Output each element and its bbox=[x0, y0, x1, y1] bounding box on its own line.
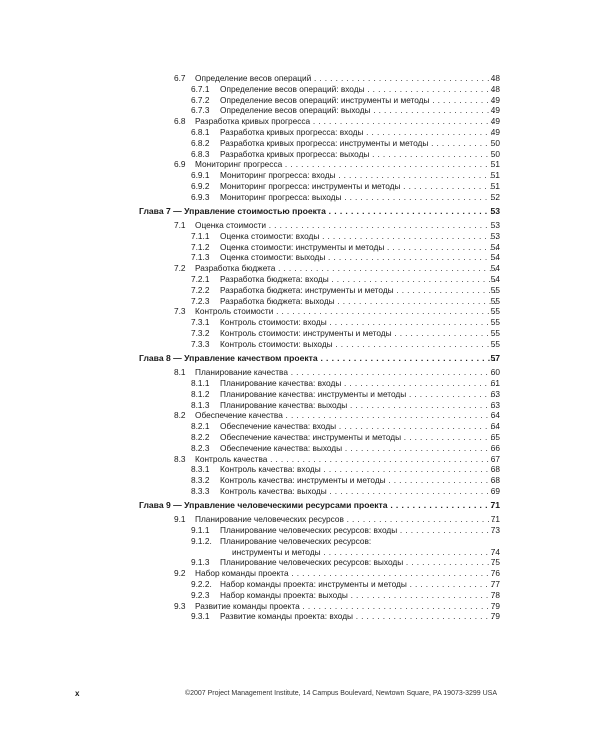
toc-entry-title: Мониторинг прогресса . . . bbox=[195, 159, 497, 170]
toc-entry-title: Разработка кривых прогресса . . . bbox=[195, 116, 497, 127]
toc-entry-number: 9.2.3 bbox=[191, 589, 210, 600]
toc-entry-number: 8.1.1 bbox=[191, 377, 210, 388]
toc-entry-number: 7.2.2 bbox=[191, 284, 210, 295]
toc-entry[interactable] bbox=[0, 339, 600, 350]
toc-entry[interactable] bbox=[0, 116, 600, 127]
toc-entry-title: Планирование человеческих ресурсов: входы . . . bbox=[220, 525, 497, 536]
toc-entry-page: 55 bbox=[490, 338, 500, 349]
toc-entry[interactable] bbox=[0, 410, 600, 421]
toc-entry-title: инструменты и методы . . . bbox=[232, 547, 497, 558]
toc-entry-page: 50 bbox=[490, 148, 500, 159]
toc-entry-page: 73 bbox=[490, 524, 500, 535]
toc-entry-title: Планирование качества: инструменты и методы . . . bbox=[220, 389, 497, 400]
toc-entry-number: 6.8.3 bbox=[191, 148, 210, 159]
toc-entry[interactable] bbox=[0, 389, 600, 400]
toc-entry-title: Разработка кривых прогресса: выходы . . . bbox=[220, 149, 497, 160]
toc-chapter-heading[interactable] bbox=[0, 353, 600, 365]
toc-entry-title: Мониторинг прогресса: входы . . . bbox=[220, 170, 497, 181]
toc-entry-page: 48 bbox=[490, 73, 500, 83]
toc-entry-number: 8.1 bbox=[174, 367, 186, 378]
toc-entry[interactable] bbox=[0, 432, 600, 443]
toc-entry-title: Развитие команды проекта: входы . . . bbox=[220, 611, 497, 622]
toc-entry-page: 71 bbox=[490, 499, 500, 510]
toc-entry-page: 78 bbox=[490, 589, 500, 600]
toc-entry-number: 8.3.1 bbox=[191, 464, 210, 475]
toc-entry-title: Разработка бюджета: входы . . . bbox=[220, 274, 497, 285]
toc-entry-number: 9.3 bbox=[174, 600, 186, 611]
toc-entry-number: 7.1 bbox=[174, 220, 186, 231]
toc-entry-page: 75 bbox=[490, 557, 500, 568]
toc-entry-page: 53 bbox=[490, 230, 500, 241]
toc-entry-number: 6.9.1 bbox=[191, 170, 210, 181]
toc-entry-title: Обеспечение качества: выходы . . . bbox=[220, 443, 497, 454]
toc-entry-number: 7.2.1 bbox=[191, 274, 210, 285]
toc-entry-page: 63 bbox=[490, 399, 500, 410]
toc-entry-title: Разработка бюджета . . . bbox=[195, 263, 497, 274]
toc-entry-number: 8.3.2 bbox=[191, 475, 210, 486]
toc-entry-number: 6.7.1 bbox=[191, 83, 210, 94]
page-number: x bbox=[75, 689, 80, 698]
toc-entry-title: Обеспечение качества . . . bbox=[195, 410, 497, 421]
toc-entry-number: 6.9.3 bbox=[191, 191, 210, 202]
toc-entry-title: Определение весов операций . . . bbox=[195, 73, 497, 84]
toc-entry-title: Набор команды проекта . . . bbox=[195, 568, 497, 579]
toc-entry[interactable] bbox=[0, 242, 600, 253]
toc-entry-number: 8.3.3 bbox=[191, 485, 210, 496]
toc-chapter-heading[interactable] bbox=[0, 500, 600, 512]
toc-entry[interactable] bbox=[0, 328, 600, 339]
toc-entry[interactable] bbox=[0, 464, 600, 475]
toc-entry-title: Планирование человеческих ресурсов: выходы . . . bbox=[220, 557, 497, 568]
toc-entry[interactable] bbox=[0, 475, 600, 486]
toc-entry[interactable] bbox=[0, 443, 600, 454]
toc-entry-number: 7.3.1 bbox=[191, 317, 210, 328]
toc-entry[interactable] bbox=[0, 73, 600, 84]
toc-entry-title: Определение весов операций: инструменты и методы . . . bbox=[220, 95, 497, 106]
toc-entry[interactable] bbox=[0, 95, 600, 106]
toc-entry-page: 64 bbox=[490, 410, 500, 421]
toc-entry[interactable] bbox=[0, 231, 600, 242]
toc-entry-number: 7.1.3 bbox=[191, 252, 210, 263]
toc-entry-title: Планирование человеческих ресурсов: bbox=[220, 535, 372, 546]
toc-entry-title: Контроль качества: инструменты и методы . . . bbox=[220, 475, 497, 486]
toc-entry[interactable] bbox=[0, 263, 600, 274]
toc-entry[interactable] bbox=[0, 306, 600, 317]
toc-entry[interactable] bbox=[0, 220, 600, 231]
toc-entry-title: Планирование качества: входы . . . bbox=[220, 378, 497, 389]
toc-entry-title: Контроль стоимости: инструменты и методы . . . bbox=[220, 328, 497, 339]
toc-entry-title: Набор команды проекта: инструменты и методы . . . bbox=[220, 579, 497, 590]
toc-entry-page: 51 bbox=[490, 170, 500, 181]
toc-entry[interactable] bbox=[0, 170, 600, 181]
toc-entry-page: 76 bbox=[490, 568, 500, 579]
toc-entry-page: 68 bbox=[490, 464, 500, 475]
toc-entry-title: Разработка кривых прогресса: инструменты и методы . . . bbox=[220, 138, 497, 149]
toc-entry-title: Контроль качества: входы . . . bbox=[220, 464, 497, 475]
toc-entry-page: 55 bbox=[490, 306, 500, 317]
toc-entry[interactable] bbox=[0, 296, 600, 307]
toc-entry[interactable] bbox=[0, 192, 600, 203]
toc-entry-page: 50 bbox=[490, 137, 500, 148]
toc-entry-page: 55 bbox=[490, 295, 500, 306]
toc-entry-title: Глава 7 — Управление стоимостью проекта . . . bbox=[139, 206, 497, 218]
toc-entry-page: 55 bbox=[490, 328, 500, 339]
toc-entry-title: Оценка стоимости: инструменты и методы . . . bbox=[220, 242, 497, 253]
toc-entry-number: 7.2 bbox=[174, 263, 186, 274]
toc-entry[interactable] bbox=[0, 317, 600, 328]
toc-entry-title: Контроль стоимости . . . bbox=[195, 306, 497, 317]
toc-entry-page: 71 bbox=[490, 514, 500, 525]
toc-entry-title: Определение весов операций: выходы . . . bbox=[220, 105, 497, 116]
toc-entry[interactable] bbox=[0, 486, 600, 497]
toc-entry-title: Планирование качества . . . bbox=[195, 367, 497, 378]
toc-entry-page: 68 bbox=[490, 475, 500, 486]
toc-entry[interactable] bbox=[0, 611, 600, 622]
toc-entry-page: 55 bbox=[490, 284, 500, 295]
toc-entry-page: 55 bbox=[490, 317, 500, 328]
toc-entry-number: 9.1.2. bbox=[191, 535, 212, 546]
toc-entry[interactable] bbox=[0, 159, 600, 170]
toc-entry-number: 6.7.2 bbox=[191, 94, 210, 105]
toc-entry-number: 7.1.2 bbox=[191, 241, 210, 252]
toc-entry-title: Контроль качества . . . bbox=[195, 454, 497, 465]
toc-entry-number: 9.1.1 bbox=[191, 524, 210, 535]
toc-entry[interactable] bbox=[0, 127, 600, 138]
toc-entry-title: Оценка стоимости . . . bbox=[195, 220, 497, 231]
toc-entry-number: 9.2 bbox=[174, 568, 186, 579]
toc-entry-page: 54 bbox=[490, 263, 500, 274]
toc-entry[interactable] bbox=[0, 285, 600, 296]
toc-entry-page: 77 bbox=[490, 578, 500, 589]
toc-entry-number: 8.2.3 bbox=[191, 442, 210, 453]
toc-entry-number: 6.7 bbox=[174, 73, 186, 83]
toc-entry-number: 6.9.2 bbox=[191, 180, 210, 191]
toc-entry[interactable] bbox=[0, 252, 600, 263]
toc-entry[interactable] bbox=[0, 579, 600, 590]
toc-entry-page: 64 bbox=[490, 421, 500, 432]
toc-entry-number: 8.3 bbox=[174, 453, 186, 464]
toc-entry-number: 7.3 bbox=[174, 306, 186, 317]
toc-entry-page: 49 bbox=[490, 105, 500, 116]
toc-entry-number: 6.8.1 bbox=[191, 126, 210, 137]
toc-entry-page: 65 bbox=[490, 431, 500, 442]
toc-entry-page: 51 bbox=[490, 180, 500, 191]
toc-entry-title: Планирование качества: выходы . . . bbox=[220, 400, 497, 411]
toc-entry[interactable] bbox=[0, 536, 600, 547]
toc-entry-number: 8.2.1 bbox=[191, 421, 210, 432]
table-of-contents bbox=[0, 73, 600, 622]
toc-entry-page: 54 bbox=[490, 274, 500, 285]
toc-entry-page: 52 bbox=[490, 191, 500, 202]
toc-entry[interactable] bbox=[0, 181, 600, 192]
toc-entry-page: 60 bbox=[490, 367, 500, 378]
toc-entry-page: 54 bbox=[490, 241, 500, 252]
toc-entry-title: Планирование человеческих ресурсов . . . bbox=[195, 514, 497, 525]
toc-entry-number: 8.2.2 bbox=[191, 431, 210, 442]
toc-entry[interactable] bbox=[0, 421, 600, 432]
toc-entry-page: 67 bbox=[490, 453, 500, 464]
toc-entry[interactable] bbox=[0, 514, 600, 525]
toc-entry-number: 9.1.3 bbox=[191, 557, 210, 568]
toc-entry-page: 53 bbox=[490, 220, 500, 231]
toc-entry-number: 6.9 bbox=[174, 159, 186, 170]
toc-entry-number: 9.1 bbox=[174, 514, 186, 525]
toc-entry-number: 9.2.2. bbox=[191, 578, 212, 589]
toc-entry-number: 7.1.1 bbox=[191, 230, 210, 241]
toc-entry-title: Обеспечение качества: входы . . . bbox=[220, 421, 497, 432]
toc-entry-number: 7.3.2 bbox=[191, 328, 210, 339]
toc-entry-page: 49 bbox=[490, 94, 500, 105]
toc-entry[interactable] bbox=[0, 568, 600, 579]
toc-entry-title: Глава 9 — Управление человеческими ресурсами проекта . . . bbox=[139, 500, 497, 512]
toc-chapter-heading[interactable] bbox=[0, 206, 600, 218]
toc-entry-title: Контроль качества: выходы . . . bbox=[220, 486, 497, 497]
toc-entry[interactable] bbox=[0, 400, 600, 411]
toc-entry[interactable] bbox=[0, 454, 600, 465]
toc-entry-title: Разработка бюджета: инструменты и методы . . . bbox=[220, 285, 497, 296]
toc-entry-number: 6.8.2 bbox=[191, 137, 210, 148]
toc-entry-title: Развитие команды проекта . . . bbox=[195, 601, 497, 612]
toc-entry[interactable] bbox=[0, 105, 600, 116]
toc-entry[interactable] bbox=[0, 590, 600, 601]
toc-entry[interactable] bbox=[0, 149, 600, 160]
copyright-notice: ©2007 Project Management Institute, 14 Campus Boulevard, Newtown Square, PA 19073-3299 USA bbox=[184, 690, 497, 697]
toc-entry[interactable] bbox=[0, 274, 600, 285]
toc-entry-number: 7.3.3 bbox=[191, 338, 210, 349]
toc-entry-page: 51 bbox=[490, 159, 500, 170]
toc-entry-number: 8.1.3 bbox=[191, 399, 210, 410]
toc-entry-page: 66 bbox=[490, 442, 500, 453]
toc-entry-number: 7.2.3 bbox=[191, 295, 210, 306]
toc-entry-page: 54 bbox=[490, 252, 500, 263]
toc-entry-page: 49 bbox=[490, 116, 500, 127]
toc-entry-number: 9.3.1 bbox=[191, 611, 210, 622]
toc-entry[interactable] bbox=[0, 601, 600, 612]
toc-entry-page: 57 bbox=[490, 352, 500, 363]
toc-entry-title: Контроль стоимости: входы . . . bbox=[220, 317, 497, 328]
toc-entry-page: 79 bbox=[490, 600, 500, 611]
toc-entry-title: Обеспечение качества: инструменты и методы . . . bbox=[220, 432, 497, 443]
toc-entry-page: 79 bbox=[490, 611, 500, 622]
toc-entry-title: Глава 8 — Управление качеством проекта . . . bbox=[139, 353, 497, 365]
toc-entry-title: Контроль стоимости: выходы . . . bbox=[220, 339, 497, 350]
toc-entry-number: 8.2 bbox=[174, 410, 186, 421]
toc-entry-title: Определение весов операций: входы . . . bbox=[220, 84, 497, 95]
toc-entry[interactable] bbox=[0, 525, 600, 536]
toc-entry[interactable] bbox=[0, 138, 600, 149]
toc-entry-page: 49 bbox=[490, 126, 500, 137]
toc-entry[interactable] bbox=[0, 378, 600, 389]
toc-entry-number: 6.7.3 bbox=[191, 105, 210, 116]
toc-entry[interactable] bbox=[0, 557, 600, 568]
toc-entry-page: 61 bbox=[490, 377, 500, 388]
toc-entry-title: Разработка бюджета: выходы . . . bbox=[220, 296, 497, 307]
toc-entry-title: Разработка кривых прогресса: входы . . . bbox=[220, 127, 497, 138]
toc-entry-number: 6.8 bbox=[174, 116, 186, 127]
toc-entry-number: 8.1.2 bbox=[191, 388, 210, 399]
toc-entry-title: Оценка стоимости: выходы . . . bbox=[220, 252, 497, 263]
toc-entry[interactable] bbox=[0, 84, 600, 95]
toc-entry[interactable] bbox=[0, 547, 600, 558]
toc-entry-page: 53 bbox=[490, 205, 500, 216]
toc-entry-title: Мониторинг прогресса: инструменты и методы . . . bbox=[220, 181, 497, 192]
toc-entry-page: 63 bbox=[490, 388, 500, 399]
page-footer bbox=[75, 688, 497, 700]
toc-entry[interactable] bbox=[0, 367, 600, 378]
toc-entry-title: Мониторинг прогресса: выходы . . . bbox=[220, 192, 497, 203]
toc-entry-page: 69 bbox=[490, 485, 500, 496]
toc-entry-title: Набор команды проекта: выходы . . . bbox=[220, 590, 497, 601]
toc-entry-title: Оценка стоимости: входы . . . bbox=[220, 231, 497, 242]
toc-entry-page: 48 bbox=[490, 83, 500, 94]
toc-entry-page: 74 bbox=[490, 546, 500, 557]
